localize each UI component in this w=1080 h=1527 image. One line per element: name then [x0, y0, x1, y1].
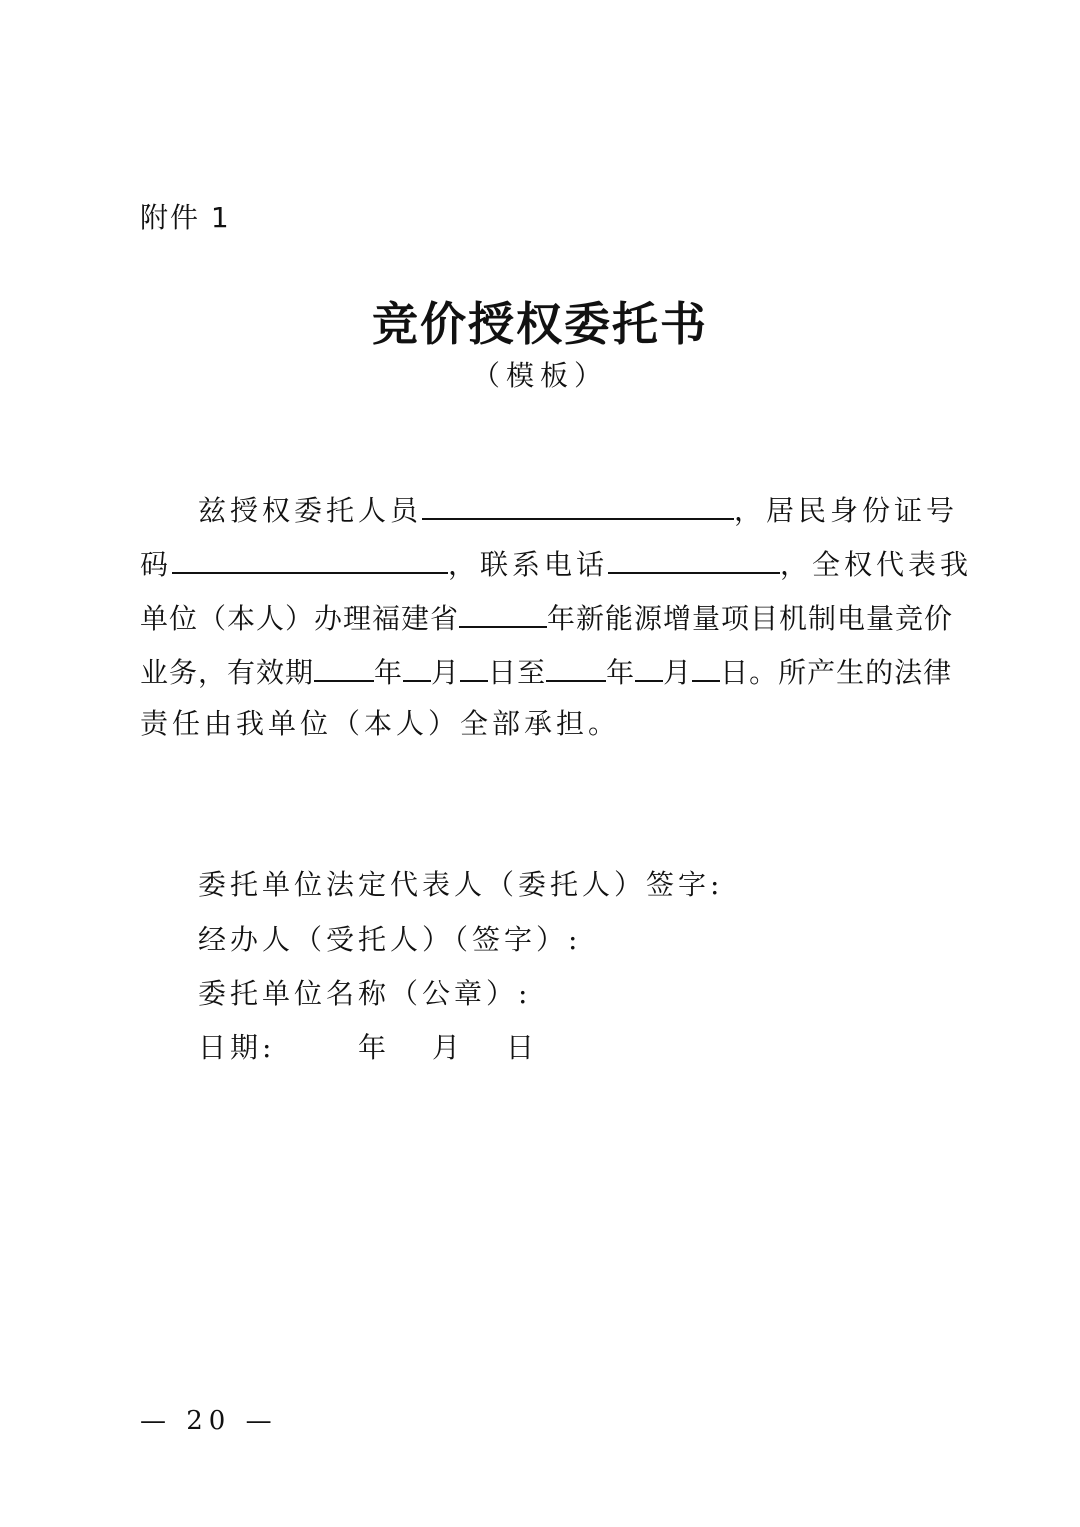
agent-signature: 经办人（受托人）（签字）:	[198, 923, 582, 956]
year-blank[interactable]	[459, 596, 547, 628]
body-text: 责任由我单位（本人）全部承担。	[140, 707, 621, 740]
body-text: 码	[140, 548, 173, 581]
body-text: 年	[374, 656, 404, 689]
date-label: 日期:	[198, 1031, 276, 1064]
body-text: 日	[488, 656, 518, 689]
body-text: 月	[431, 656, 461, 689]
start-day-blank[interactable]	[460, 650, 488, 682]
body-text: 年	[606, 656, 636, 689]
body-text: 兹授权委托人员	[198, 494, 423, 527]
body-text: ，联系电话	[448, 548, 609, 581]
legal-representative-signature: 委托单位法定代表人（委托人）签字:	[198, 868, 724, 901]
end-day-blank[interactable]	[692, 650, 720, 682]
page-number: — 20 —	[140, 1406, 278, 1436]
body-text: 年新能源增量项目机制电量竞价	[547, 602, 954, 635]
phone-blank[interactable]	[608, 542, 780, 574]
body-text: ，全权代表我	[780, 548, 973, 581]
attachment-label: 附件 1	[140, 201, 231, 234]
body-text: 至	[517, 656, 547, 689]
unit-name-seal: 委托单位名称（公章）:	[198, 977, 532, 1010]
signature-date	[198, 1028, 558, 1068]
date-day: 日	[506, 1031, 535, 1064]
body-line-2	[140, 542, 973, 582]
body-text: ，居民身份证号	[734, 494, 959, 527]
id-number-blank[interactable]	[172, 542, 448, 574]
body-text: 业务，有效期	[140, 656, 315, 689]
document-title: 竞价授权委托书	[372, 297, 708, 351]
body-text: 单位（本人）办理福建省	[140, 602, 460, 635]
body-text: 月	[663, 656, 693, 689]
body-line-3	[140, 596, 954, 636]
end-month-blank[interactable]	[635, 650, 663, 682]
body-text: 日。所产生的法律	[720, 656, 953, 689]
start-year-blank[interactable]	[314, 650, 374, 682]
delegate-name-blank[interactable]	[422, 488, 734, 520]
document-subtitle: （模板）	[471, 359, 608, 392]
body-line-1	[198, 488, 959, 528]
body-line-5	[140, 704, 940, 744]
body-line-4	[140, 650, 953, 690]
date-month: 月	[432, 1031, 461, 1064]
start-month-blank[interactable]	[403, 650, 431, 682]
end-year-blank[interactable]	[546, 650, 606, 682]
date-year: 年	[358, 1031, 387, 1064]
